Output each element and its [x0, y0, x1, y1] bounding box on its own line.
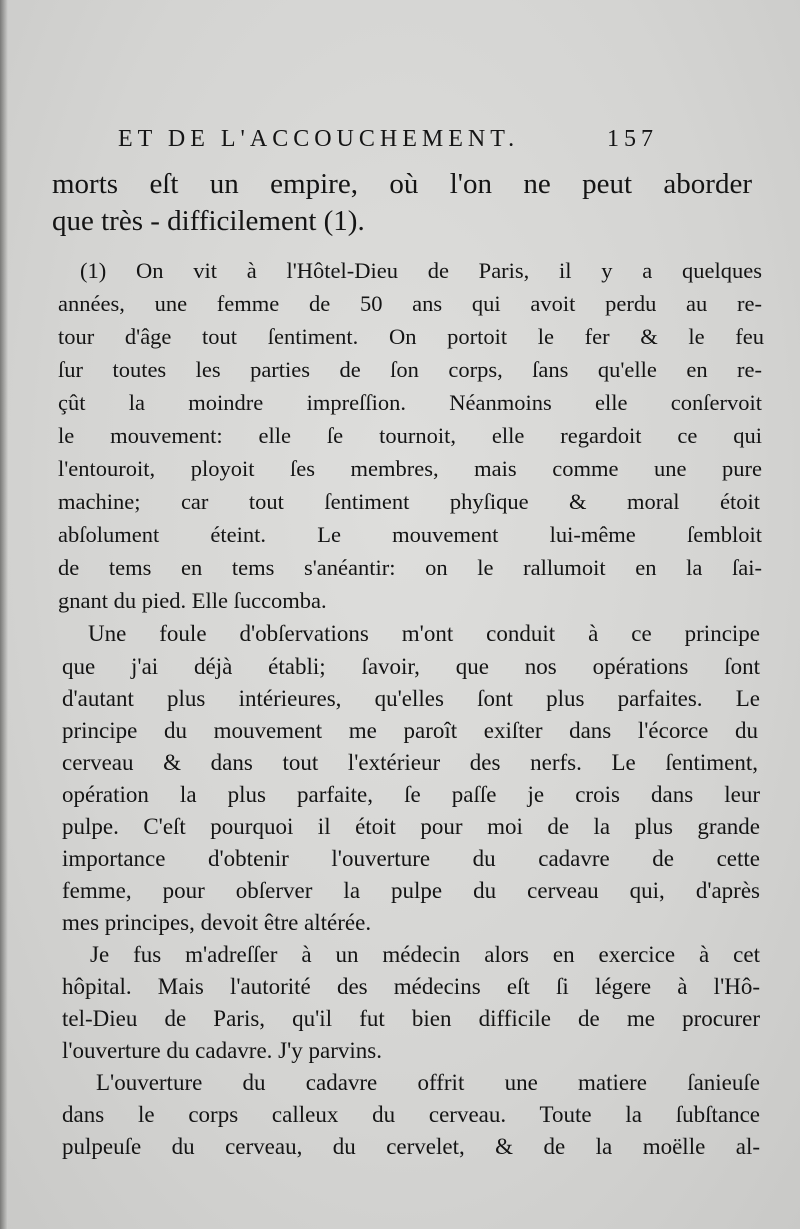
body-text-line: importance d'obtenir l'ouverture du cadavre de cette	[62, 846, 760, 871]
body-text-line: cerveau & dans tout l'extérieur des nerfs. Le ſentiment,	[62, 750, 758, 775]
running-head	[118, 126, 658, 153]
running-head-title: ET DE L'ACCOUCHEMENT.	[118, 126, 520, 152]
footnote-line: (1) On vit à l'Hôtel-Dieu de Paris, il y a quelques	[80, 258, 762, 283]
body-text-line: pulpeuſe du cerveau, du cervelet, & de la moëlle al-	[62, 1134, 760, 1159]
body-text-line: principe du mouvement me paroît exiſter dans l'écorce du	[62, 718, 758, 743]
page-edge-shadow	[0, 0, 8, 1229]
footnote-line: çût la moindre impreſſion. Néanmoins elle conſervoit	[58, 390, 762, 415]
footnote-line: ſur toutes les parties de ſon corps, ſans qu'elle en re-	[58, 357, 762, 382]
footnote-line: gnant du pied. Elle ſuccomba.	[58, 588, 327, 613]
page-number: 157	[607, 126, 658, 152]
body-text-line: hôpital. Mais l'autorité des médecins eſt ſi légere à l'Hô-	[62, 974, 760, 999]
body-text-line: femme, pour obſerver la pulpe du cerveau qui, d'après	[62, 878, 760, 903]
footnote-line: tour d'âge tout ſentiment. On portoit le fer & le feu	[58, 324, 764, 349]
body-text-line: mes principes, devoit être altérée.	[62, 910, 372, 935]
main-text-line: morts eſt un empire, où l'on ne peut aborder	[52, 168, 752, 200]
body-text-line: Une foule d'obſervations m'ont conduit à ce principe	[88, 621, 760, 646]
body-text-line: L'ouverture du cadavre offrit une matiere ſanieuſe	[96, 1070, 760, 1095]
body-text-line: tel-Dieu de Paris, qu'il fut bien difficile de me procurer	[62, 1006, 760, 1031]
body-text-line: opération la plus parfaite, ſe paſſe je crois dans leur	[62, 782, 760, 807]
main-text-line: que très - difficilement (1).	[52, 205, 365, 237]
body-text-line: que j'ai déjà établi; ſavoir, que nos opérations ſont	[62, 654, 760, 679]
footnote-line: abſolument éteint. Le mouvement lui-même ſembloit	[58, 522, 762, 547]
body-text-line: pulpe. C'eſt pourquoi il étoit pour moi de la plus grande	[62, 814, 760, 839]
body-text-line: d'autant plus intérieures, qu'elles ſont plus parfaites. Le	[62, 686, 760, 711]
footnote-line: années, une femme de 50 ans qui avoit perdu au re-	[58, 291, 762, 316]
body-text-line: dans le corps calleux du cerveau. Toute la ſubſtance	[62, 1102, 760, 1127]
footnote-line: le mouvement: elle ſe tournoit, elle regardoit ce qui	[58, 423, 762, 448]
body-text-line: Je fus m'adreſſer à un médecin alors en exercice à cet	[90, 942, 760, 967]
footnote-line: de tems en tems s'anéantir: on le rallumoit en la ſai-	[58, 555, 762, 580]
footnote-line: machine; car tout ſentiment phyſique & moral étoit	[58, 489, 760, 514]
body-text-line: l'ouverture du cadavre. J'y parvins.	[62, 1038, 382, 1063]
footnote-line: l'entouroit, ployoit ſes membres, mais comme une pure	[58, 456, 762, 481]
